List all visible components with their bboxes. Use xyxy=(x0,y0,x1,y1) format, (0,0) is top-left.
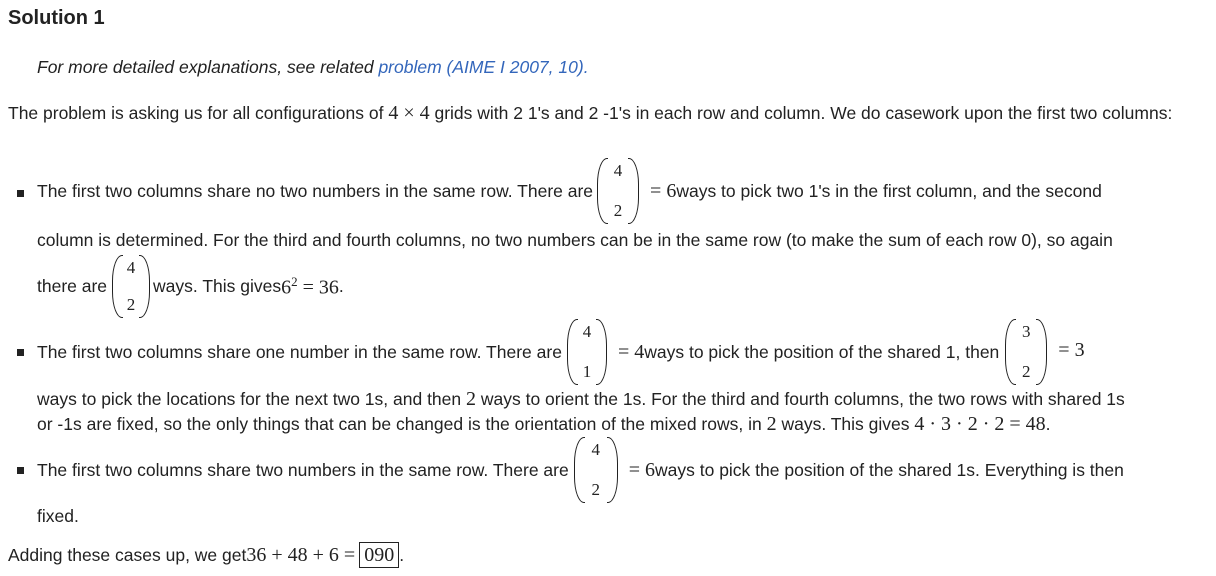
pow-rest: = 36 xyxy=(297,276,339,299)
case1-there-are: there are xyxy=(37,276,108,296)
bullet-marker-2 xyxy=(17,349,24,356)
note-prefix: For more detailed explanations, see related xyxy=(37,57,379,77)
bullet-marker-1 xyxy=(17,190,24,197)
pow-exp: 2 xyxy=(291,273,298,289)
case1-line3 xyxy=(37,255,344,318)
related-problem-note xyxy=(37,57,589,78)
binom-bottom: 2 xyxy=(1022,362,1031,381)
pow-base: 6 xyxy=(281,276,292,299)
related-problem-link[interactable]: problem (AIME I 2007, 10) xyxy=(378,57,584,77)
intro-paragraph xyxy=(8,100,1198,126)
intro-text-before: The problem is asking us for all configurations of xyxy=(8,103,389,123)
binom-bottom: 2 xyxy=(126,295,136,314)
case2-eq-3: = 3 xyxy=(1058,338,1085,361)
case2-product-48: 4 · 3 · 2 · 2 = 48 xyxy=(914,413,1046,435)
case1-text-a: The first two columns share no two numbers in the same row. There are xyxy=(37,180,594,201)
binom-bottom: 2 xyxy=(591,480,600,499)
case2-line3 xyxy=(37,413,1051,436)
binom-top: 4 xyxy=(126,258,136,277)
case3-line1 xyxy=(37,437,1124,503)
case3-text-a: The first two columns share two numbers in the same row. There are xyxy=(37,459,569,480)
case1-binom-4-2 xyxy=(597,158,639,224)
case2-line3-b: ways. This gives xyxy=(776,414,915,434)
case2-eq-4: = 4 xyxy=(617,340,645,363)
case2-period: . xyxy=(1045,414,1051,434)
binom-top: 4 xyxy=(613,161,623,180)
binom-top: 3 xyxy=(1022,322,1031,341)
case2-binom-3-2 xyxy=(1005,319,1047,385)
case1-power-math xyxy=(281,274,339,300)
final-answer-box: 090 xyxy=(359,542,399,568)
intro-text-after: grids with 2 1's and 2 -1's in each row and column. We do casework upon the first two columns: xyxy=(429,103,1173,123)
final-sum-math: 36 + 48 + 6 = xyxy=(246,543,356,566)
case1-binom2-4-2 xyxy=(112,255,150,318)
case3-eq-6: = 6 xyxy=(628,458,655,481)
case2-math-2: 2 xyxy=(466,388,476,410)
binom-bottom: 1 xyxy=(582,362,592,381)
case2-line2 xyxy=(37,388,1125,411)
case2-line1 xyxy=(37,319,1085,385)
final-text: Adding these cases up, we get xyxy=(8,544,247,565)
final-period: . xyxy=(399,544,405,565)
case1-line2: column is determined. For the third and fourth columns, no two numbers can be in the same row (to make the sum of each row 0), so again xyxy=(37,230,1113,250)
case3-line2: fixed. xyxy=(37,506,79,526)
case1-eq-6: = 6 xyxy=(650,179,677,202)
case2-line3-a: or -1s are fixed, so the only things that can be changed is the orientation of the mixed rows, in xyxy=(37,414,767,434)
case1-period: . xyxy=(338,276,344,296)
case2-line2-b: ways to orient the 1s. For the third and fourth columns, the two rows with shared 1s xyxy=(476,389,1125,409)
binom-top: 4 xyxy=(582,322,592,341)
intro-math-grid-size: 4 × 4 xyxy=(388,102,430,124)
final-sentence xyxy=(8,542,404,568)
case1-this-gives: ways. This gives xyxy=(153,276,282,296)
binom-top: 4 xyxy=(591,440,600,459)
case2-line2-a: ways to pick the locations for the next two 1s, and then xyxy=(37,389,466,409)
case2-math-2b: 2 xyxy=(766,413,777,435)
case2-text-b: ways to pick the position of the shared 1, then xyxy=(644,341,1000,362)
case1-text-b: ways to pick two 1's in the first column, and the second xyxy=(676,180,1102,201)
binom-bottom: 2 xyxy=(613,201,623,220)
case2-binom-4-1 xyxy=(567,319,607,385)
case1-line1 xyxy=(37,158,1102,224)
note-suffix: . xyxy=(583,57,589,77)
case2-text-a: The first two columns share one number in the same row. There are xyxy=(37,341,562,362)
case3-text-b: ways to pick the position of the shared 1s. Everything is then xyxy=(655,459,1124,480)
solution-heading: Solution 1 xyxy=(8,7,105,29)
case3-binom-4-2 xyxy=(574,437,618,503)
bullet-marker-3 xyxy=(17,467,24,474)
